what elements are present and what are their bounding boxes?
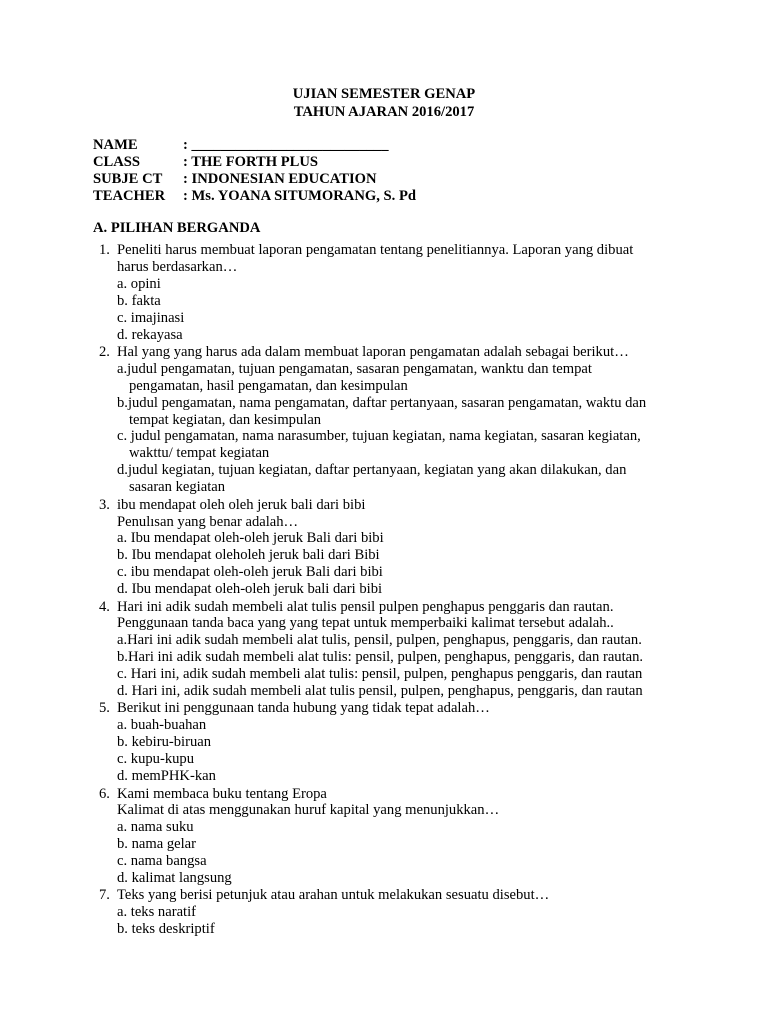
answer-option[interactable] <box>117 327 699 344</box>
answer-option[interactable] <box>117 870 699 887</box>
question-text: harus berdasarkan… <box>117 258 238 275</box>
answer-option-text: a. nama suku <box>117 819 194 836</box>
question-number: 4. <box>99 598 110 615</box>
question-text: Kami membaca buku tentang Eropa <box>117 785 327 802</box>
answer-option[interactable] <box>117 293 699 310</box>
answer-option[interactable] <box>117 632 699 649</box>
answer-option-text: b. nama gelar <box>117 836 197 853</box>
answer-option-text: a.Hari ini adik sudah membeli alat tulis, pensil, pulpen, penghapus, penggaris, dan rautan. <box>117 632 642 649</box>
question-text: Berikut ini penggunaan tanda hubung yang tidak tepat adalah… <box>117 700 490 717</box>
question-item <box>99 700 699 785</box>
answer-option[interactable] <box>117 547 699 564</box>
answer-option-text: d. kalimat langsung <box>117 870 232 887</box>
answer-option[interactable] <box>117 276 699 293</box>
answer-option-text: d. memPHK-kan <box>117 768 216 785</box>
answer-option-text: b. kebiru-biruan <box>117 734 212 751</box>
answer-option-text: b. Ibu mendapat oleholeh jeruk bali dari Bibi <box>117 547 380 564</box>
question-item <box>99 786 699 887</box>
answer-option[interactable] <box>117 921 699 938</box>
answer-option-text: c. imajinasi <box>117 309 185 326</box>
question-item <box>99 497 699 598</box>
question-number: 1. <box>99 242 110 258</box>
student-info <box>93 137 416 205</box>
info-row <box>93 137 416 154</box>
answer-option[interactable] <box>117 751 699 768</box>
answer-option[interactable] <box>117 649 699 666</box>
answer-option-text: b. teks deskriptif <box>117 921 215 938</box>
answer-option-text: b.judul pengamatan, nama pengamatan, daftar pertanyaan, sasaran pengamatan, waktu dan <box>117 394 647 411</box>
question-item <box>99 344 699 496</box>
exam-title: UJIAN SEMESTER GENAP <box>292 86 476 102</box>
answer-option[interactable] <box>117 717 699 734</box>
info-row <box>93 188 416 205</box>
answer-option-text: tempat kegiatan, dan kesimpulan <box>129 411 322 428</box>
answer-option[interactable] <box>117 836 699 853</box>
answer-option-text: pengamatan, hasil pengamatan, dan kesimpulan <box>129 377 408 394</box>
answer-option[interactable] <box>117 564 699 581</box>
question-text: Peneliti harus membuat laporan pengamatan tentang penelitiannya. Laporan yang dibuat <box>117 242 634 258</box>
answer-option[interactable] <box>117 768 699 785</box>
question-number: 3. <box>99 496 110 513</box>
question-number: 7. <box>99 887 110 904</box>
academic-year: TAHUN AJARAN 2016/2017 <box>293 104 475 120</box>
info-key: TEACHER <box>93 188 166 204</box>
info-key: SUBJE CT <box>93 171 163 187</box>
answer-option[interactable] <box>117 462 699 496</box>
info-value: : INDONESIAN EDUCATION <box>183 171 377 187</box>
answer-option[interactable] <box>117 734 699 751</box>
answer-option-text: c. judul pengamatan, nama narasumber, tujuan kegiatan, nama kegiatan, sasaran kegiatan, <box>117 428 641 445</box>
answer-option[interactable] <box>117 683 699 700</box>
question-list <box>99 242 699 939</box>
info-key: NAME <box>93 137 138 153</box>
question-number: 6. <box>99 785 110 802</box>
answer-option-text: c. Hari ini, adik sudah membeli alat tulis: pensil, pulpen, penghapus penggaris, dan rautan <box>117 666 643 683</box>
answer-option-text: d.judul kegiatan, tujuan kegiatan, daftar pertanyaan, kegiatan yang akan dilakukan, dan <box>117 462 627 479</box>
answer-option[interactable] <box>117 361 699 395</box>
answer-option-text: a.judul pengamatan, tujuan pengamatan, sasaran pengamatan, wanktu dan tempat <box>117 360 592 377</box>
question-number: 5. <box>99 700 110 717</box>
answer-option[interactable] <box>117 819 699 836</box>
answer-option-text: a. teks naratif <box>117 904 197 921</box>
info-row <box>93 154 416 171</box>
answer-option-text: d. Ibu mendapat oleh-oleh jeruk bali dari bibi <box>117 581 383 598</box>
answer-option-text: c. kupu-kupu <box>117 751 195 768</box>
question-item <box>99 242 699 343</box>
answer-option[interactable] <box>117 581 699 598</box>
question-text: Hal yang yang harus ada dalam membuat laporan pengamatan adalah sebagai berikut… <box>117 343 629 360</box>
answer-option[interactable] <box>117 428 699 462</box>
answer-option-text: c. ibu mendapat oleh-oleh jeruk Bali dari bibi <box>117 564 383 581</box>
answer-option[interactable] <box>117 395 699 429</box>
info-value: : ___________________________ <box>183 137 389 153</box>
answer-option-text: d. rekayasa <box>117 326 183 343</box>
question-item <box>99 599 699 700</box>
answer-option[interactable] <box>117 904 699 921</box>
answer-option-text: c. nama bangsa <box>117 853 207 870</box>
question-text: Kalimat di atas menggunakan huruf kapital yang menunjukkan… <box>117 802 500 819</box>
answer-option[interactable] <box>117 666 699 683</box>
answer-option[interactable] <box>117 310 699 327</box>
answer-option-text: a. Ibu mendapat oleh-oleh jeruk Bali dari bibi <box>117 530 384 547</box>
question-text: Penggunaan tanda baca yang yang tepat untuk memperbaiki kalimat tersebut adalah.. <box>117 615 614 632</box>
info-value: : Ms. YOANA SITUMORANG, S. Pd <box>183 188 416 204</box>
answer-option-text: b. fakta <box>117 292 161 309</box>
answer-option[interactable] <box>117 530 699 547</box>
question-text: Teks yang berisi petunjuk atau arahan untuk melakukan sesuatu disebut… <box>117 887 550 904</box>
question-text: Hari ini adik sudah membeli alat tulis pensil pulpen penghapus penggaris dan rautan. <box>117 598 614 615</box>
question-item <box>99 887 699 938</box>
answer-option-text: a. buah-buahan <box>117 717 207 734</box>
answer-option-text: b.Hari ini adik sudah membeli alat tulis: pensil, pulpen, penghapus, penggaris, dan rautan. <box>117 649 644 666</box>
section-title: A. PILIHAN BERGANDA <box>93 220 261 236</box>
question-number: 2. <box>99 343 110 360</box>
info-row <box>93 171 416 188</box>
info-value: : THE FORTH PLUS <box>183 154 319 170</box>
question-text: ibu mendapat oleh oleh jeruk bali dari bibi <box>117 496 366 513</box>
question-text: Penulısan yang benar adalah… <box>117 513 299 530</box>
info-key: CLASS <box>93 154 141 170</box>
answer-option[interactable] <box>117 853 699 870</box>
answer-option-text: sasaran kegiatan <box>129 479 226 496</box>
answer-option-text: d. Hari ini, adik sudah membeli alat tulis pensil, pulpen, penghapus, penggaris, dan rautan <box>117 683 643 700</box>
answer-option-text: a. opini <box>117 275 161 292</box>
answer-option-text: wakttu/ tempat kegiatan <box>129 445 270 462</box>
